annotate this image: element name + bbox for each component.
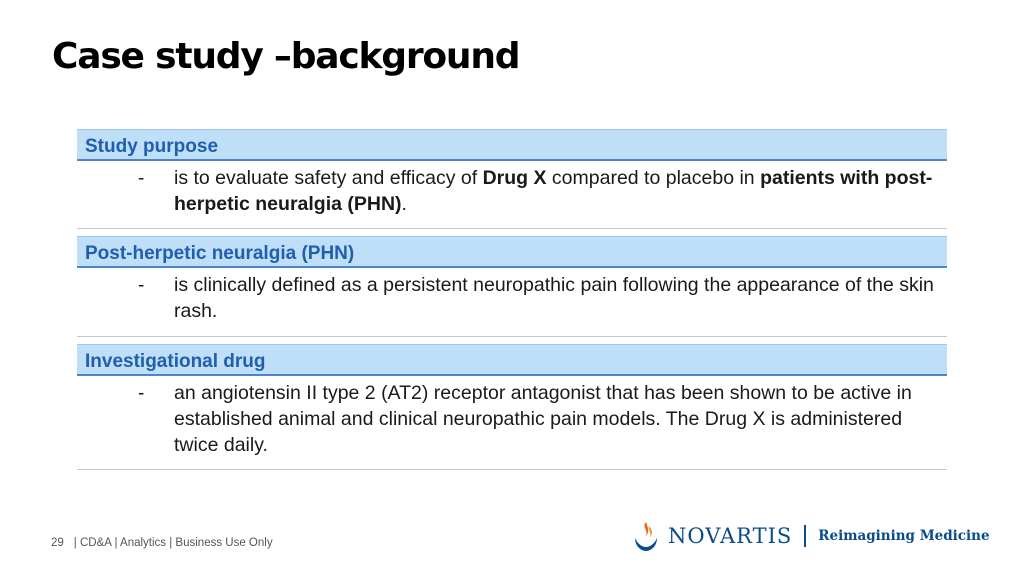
tagline: Reimagining Medicine (818, 528, 990, 544)
section-study-purpose (77, 129, 947, 229)
footer-text: | CD&A | Analytics | Business Use Only (73, 537, 273, 549)
text-run: . (401, 193, 407, 215)
section-text (174, 165, 937, 217)
brand-name: NOVARTIS (668, 524, 793, 548)
novartis-flame-icon (632, 520, 660, 552)
slide-title: Case study –background (52, 36, 520, 77)
section-phn (77, 236, 947, 337)
section-text (174, 272, 937, 324)
text-run: is to evaluate safety and efficacy of (174, 167, 483, 189)
section-body (77, 268, 947, 337)
text-run: compared to placebo in (546, 167, 761, 189)
bold-text-run: patients with post-herpetic neuralgia (PHN) (174, 167, 933, 215)
section-header: Investigational drug (77, 344, 947, 376)
bullet-dash: - (138, 168, 145, 189)
logo-separator (804, 525, 806, 547)
section-text (174, 380, 937, 458)
page-number: 29 (51, 537, 64, 549)
bold-text-run: Drug X (482, 167, 547, 189)
section-header: Post-herpetic neuralgia (PHN) (77, 236, 947, 268)
footer (51, 537, 273, 549)
section-body (77, 161, 947, 229)
section-header: Study purpose (77, 129, 947, 161)
section-investigational-drug (77, 344, 947, 470)
text-run: is clinically defined as a persistent neuropathic pain following the appearance of the skin rash. (174, 274, 934, 322)
bullet-dash: - (138, 275, 145, 296)
novartis-logo (632, 520, 990, 552)
section-body (77, 376, 947, 470)
bullet-dash: - (138, 383, 145, 404)
text-run: an angiotensin II type 2 (AT2) receptor antagonist that has been shown to be active in established animal and clinical neuropathic pain models. The Drug X is administered twice daily. (174, 382, 912, 456)
content-table (77, 129, 947, 470)
